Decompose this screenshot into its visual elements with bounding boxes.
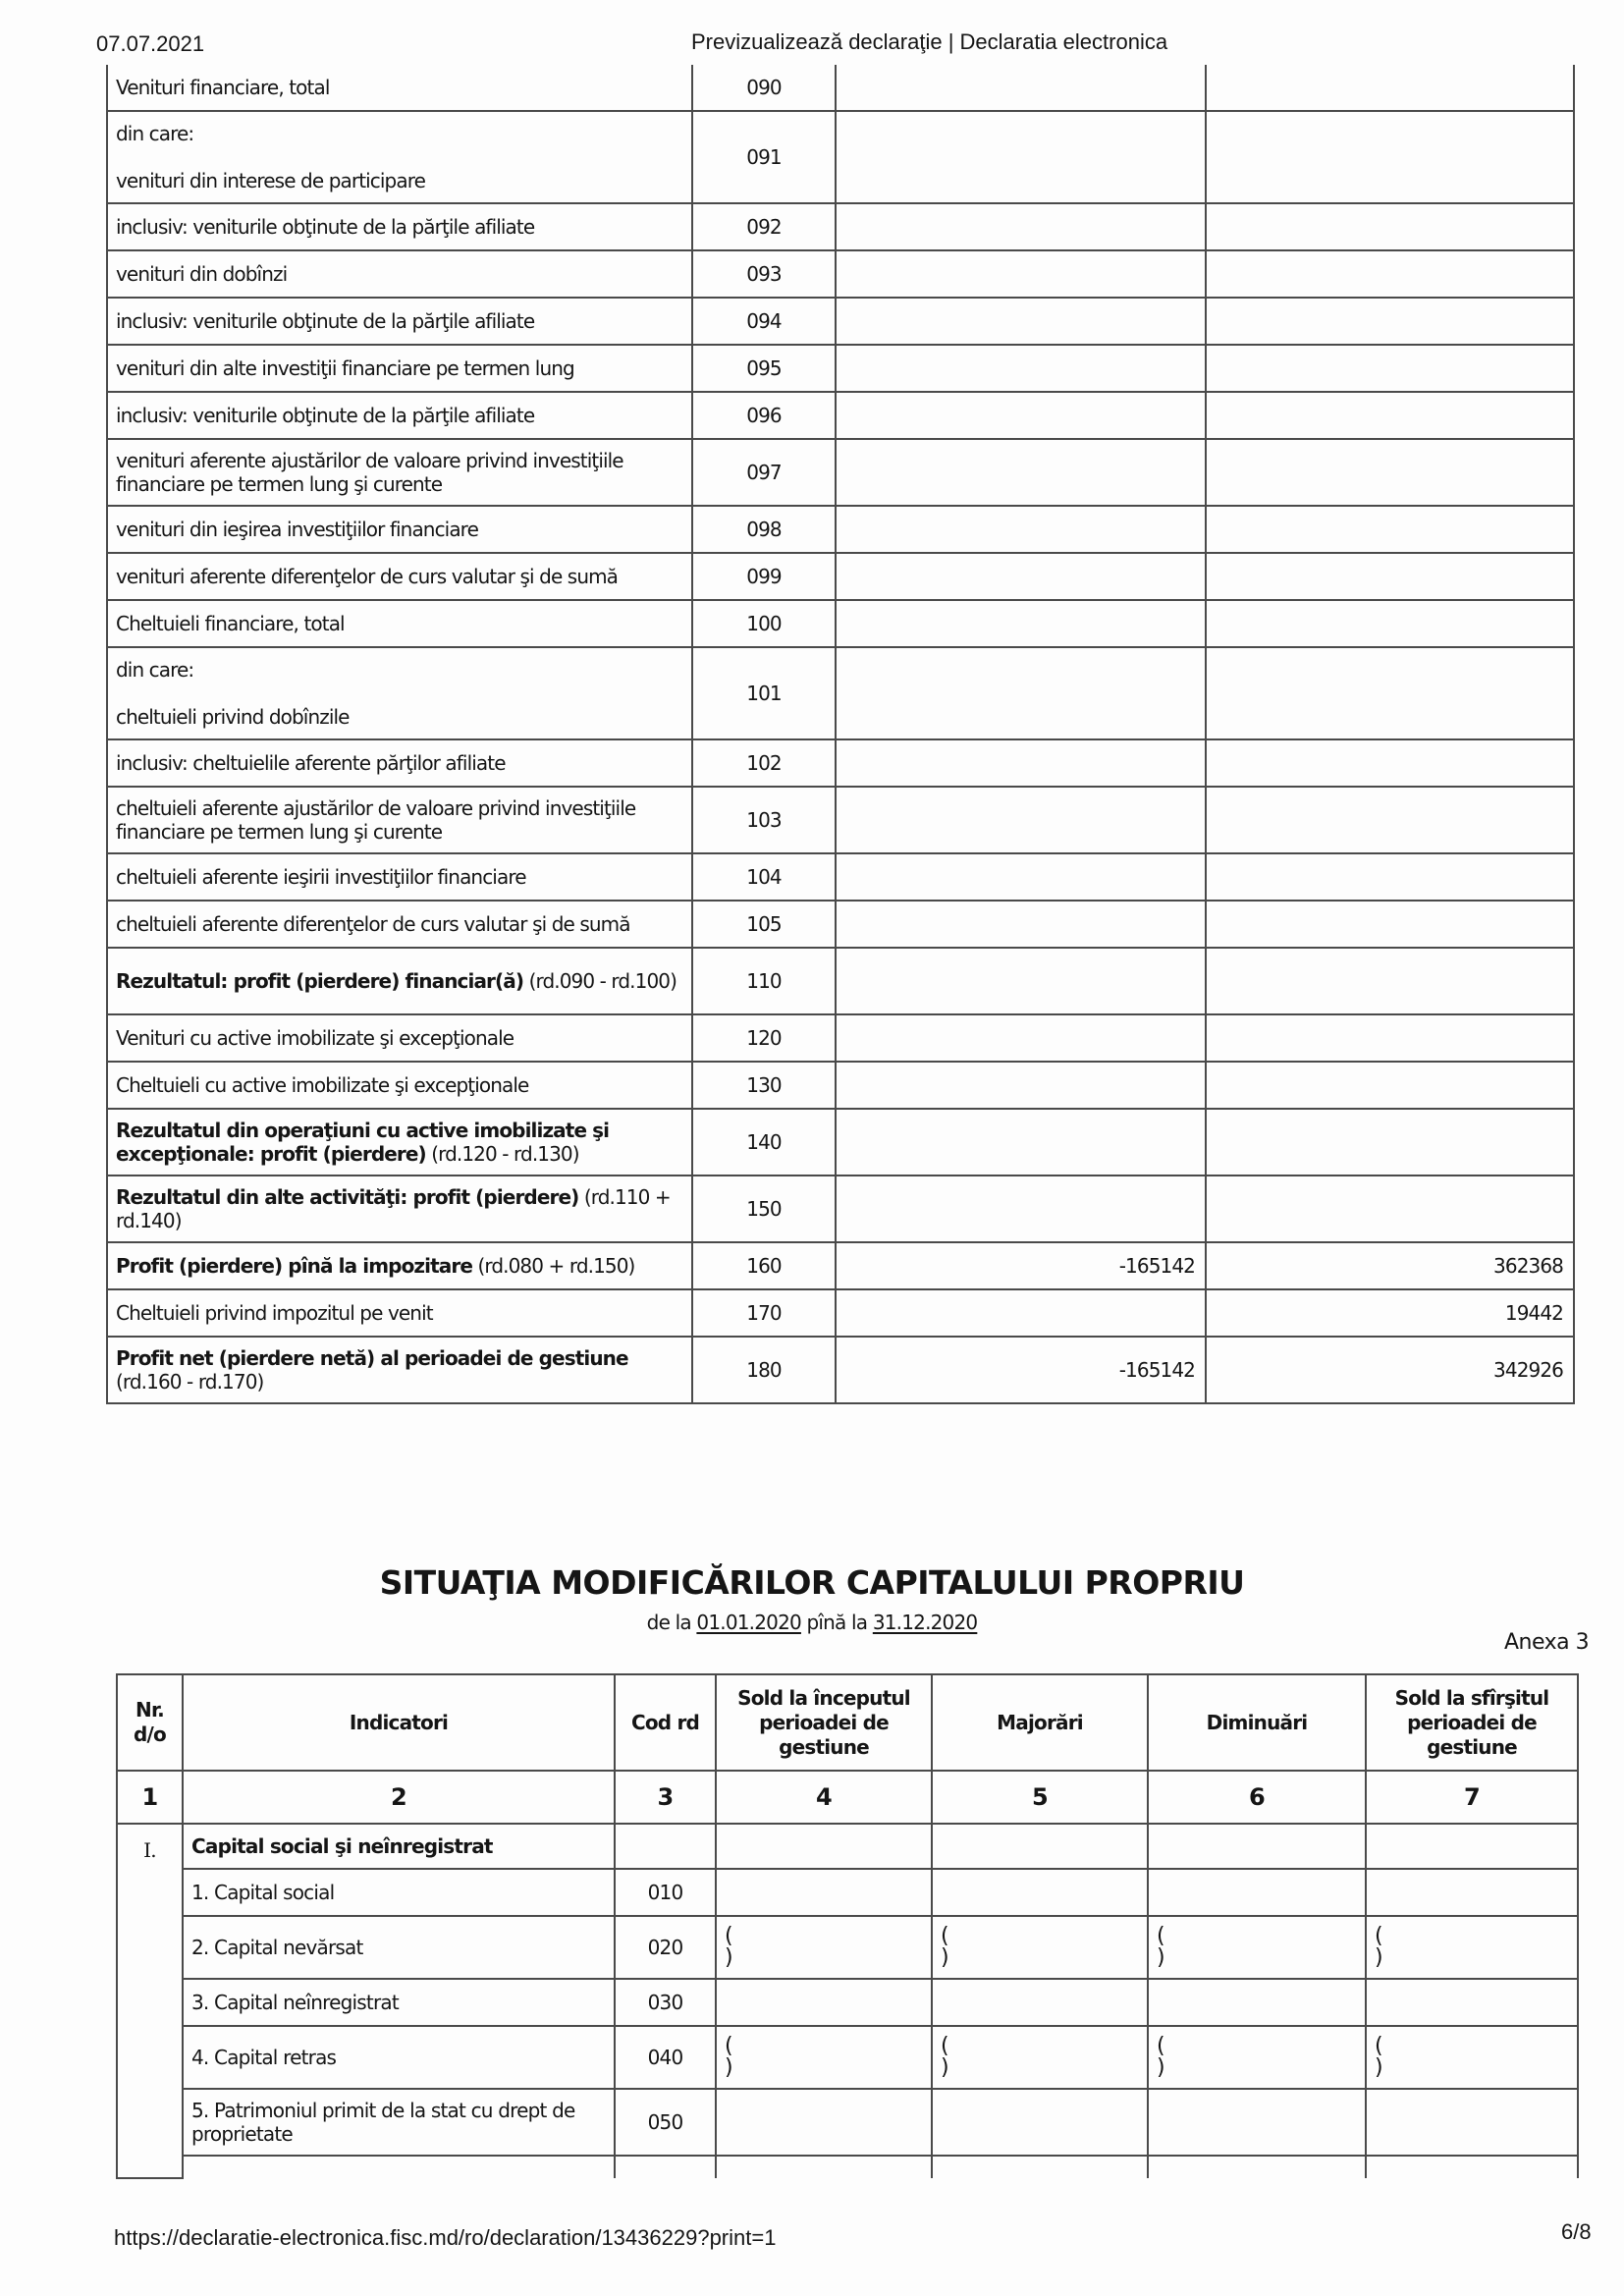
header-row bbox=[117, 1674, 1578, 1771]
value-cell bbox=[1148, 1916, 1366, 1979]
profit-loss-table bbox=[106, 65, 1575, 1404]
row-label-prefix: din care: bbox=[116, 658, 194, 682]
value-col4 bbox=[836, 948, 1206, 1014]
row-label-bold: Rezultatul: profit (pierdere) financiar(ă) bbox=[116, 969, 524, 993]
value-col4 bbox=[836, 600, 1206, 647]
paren-open: ( bbox=[1375, 2034, 1382, 2058]
row-label-text: venituri din ieşirea investiţiilor financiare bbox=[116, 518, 478, 541]
table-row-101 bbox=[107, 647, 1574, 739]
row-code: 130 bbox=[692, 1062, 836, 1109]
row-label-text: cheltuieli privind dobînzile bbox=[116, 705, 350, 729]
table-row-130 bbox=[107, 1062, 1574, 1109]
page-number: 6/8 bbox=[1561, 2219, 1592, 2244]
col-number: 2 bbox=[183, 1771, 615, 1824]
value-cell bbox=[716, 1869, 932, 1916]
row-label-bold: Rezultatul din operaţiuni cu active imobilizate şi excepţionale: profit (pierdere) bbox=[116, 1119, 610, 1166]
empty-cell bbox=[1366, 1824, 1578, 1869]
row-label-text: Cheltuieli privind impozitul pe venit bbox=[116, 1301, 433, 1325]
row-code: 180 bbox=[692, 1337, 836, 1403]
row-code: 030 bbox=[615, 1979, 716, 2026]
annex-label: Anexa 3 bbox=[1504, 1630, 1590, 1655]
value-col4 bbox=[836, 1062, 1206, 1109]
row-label bbox=[107, 1337, 692, 1403]
negative-paren bbox=[725, 1926, 923, 1969]
row-label bbox=[107, 298, 692, 345]
table-row-170 bbox=[107, 1289, 1574, 1337]
row-label-text: (rd.160 - rd.170) bbox=[116, 1370, 264, 1394]
value-col4 bbox=[836, 787, 1206, 853]
negative-paren bbox=[1157, 1926, 1357, 1969]
value-col5 bbox=[1206, 392, 1574, 439]
value-col5 bbox=[1206, 553, 1574, 600]
empty-cell bbox=[1148, 2156, 1366, 2178]
value-cell bbox=[716, 1916, 932, 1979]
row-label bbox=[107, 1109, 692, 1175]
row-label-bold: Profit (pierdere) pînă la impozitare bbox=[116, 1254, 473, 1278]
indicator-label: 1. Capital social bbox=[183, 1869, 615, 1916]
row-code: 160 bbox=[692, 1242, 836, 1289]
paren-close: ) bbox=[1375, 2055, 1382, 2080]
value-col4: -165142 bbox=[836, 1242, 1206, 1289]
table-row-103 bbox=[107, 787, 1574, 853]
col-header-indicatori: Indicatori bbox=[183, 1674, 615, 1771]
value-col4 bbox=[836, 1289, 1206, 1337]
negative-paren bbox=[941, 1926, 1139, 1969]
negative-paren bbox=[1157, 2036, 1357, 2079]
paren-close: ) bbox=[941, 2055, 948, 2080]
indicator-label: 3. Capital neînregistrat bbox=[183, 1979, 615, 2026]
row-label-text: inclusiv: cheltuielile aferente părţilor afiliate bbox=[116, 751, 506, 775]
value-col5 bbox=[1206, 787, 1574, 853]
value-cell bbox=[1366, 2026, 1578, 2089]
empty-cell bbox=[932, 1824, 1148, 1869]
col-number: 7 bbox=[1366, 1771, 1578, 1824]
value-col5 bbox=[1206, 250, 1574, 298]
empty-cell bbox=[183, 2156, 615, 2178]
row-label-text: venituri aferente ajustărilor de valoare privind investiţiile financiare pe termen lung şi curente bbox=[116, 449, 623, 496]
paren-open: ( bbox=[1157, 2034, 1164, 2058]
row-code: 040 bbox=[615, 2026, 716, 2089]
value-col5 bbox=[1206, 853, 1574, 901]
table-row-040 bbox=[117, 2026, 1578, 2089]
col-number: 5 bbox=[932, 1771, 1148, 1824]
value-col5 bbox=[1206, 600, 1574, 647]
table-row-110 bbox=[107, 948, 1574, 1014]
row-code: 103 bbox=[692, 787, 836, 853]
row-label bbox=[107, 739, 692, 787]
row-label bbox=[107, 1014, 692, 1062]
table-row-050 bbox=[117, 2089, 1578, 2156]
value-col4 bbox=[836, 506, 1206, 553]
period-mid: pînă la bbox=[806, 1611, 868, 1634]
col-header-sold-sfirsit: Sold la sfîrşitul perioadei de gestiune bbox=[1366, 1674, 1578, 1771]
empty-cell bbox=[932, 2156, 1148, 2178]
row-label-text: (rd.090 - rd.100) bbox=[523, 969, 677, 993]
row-code: 020 bbox=[615, 1916, 716, 1979]
value-col5 bbox=[1206, 948, 1574, 1014]
table-row-020 bbox=[117, 1916, 1578, 1979]
row-label bbox=[107, 853, 692, 901]
row-code: 120 bbox=[692, 1014, 836, 1062]
paren-close: ) bbox=[1157, 1945, 1164, 1970]
table-row-097 bbox=[107, 439, 1574, 506]
value-col5 bbox=[1206, 439, 1574, 506]
value-col5 bbox=[1206, 506, 1574, 553]
row-label bbox=[107, 553, 692, 600]
empty-cell bbox=[1366, 2156, 1578, 2178]
table-row-160 bbox=[107, 1242, 1574, 1289]
row-label-text: cheltuieli aferente ajustărilor de valoare privind investiţiile financiare pe termen lung şi curente bbox=[116, 796, 636, 844]
value-cell bbox=[1366, 2089, 1578, 2156]
table-row-102 bbox=[107, 739, 1574, 787]
row-label-text: venituri din alte investiţii financiare pe termen lung bbox=[116, 356, 574, 380]
col-number: 4 bbox=[716, 1771, 932, 1824]
value-col4 bbox=[836, 739, 1206, 787]
row-label bbox=[107, 392, 692, 439]
value-col4 bbox=[836, 853, 1206, 901]
value-col5 bbox=[1206, 901, 1574, 948]
row-label-text: inclusiv: veniturile obţinute de la părţile afiliate bbox=[116, 309, 535, 333]
row-code: 101 bbox=[692, 647, 836, 739]
row-label-text: inclusiv: veniturile obţinute de la părţile afiliate bbox=[116, 215, 535, 239]
row-label bbox=[107, 600, 692, 647]
paren-open: ( bbox=[941, 2034, 948, 2058]
section-title: SITUAŢIA MODIFICĂRILOR CAPITALULUI PROPRIU bbox=[379, 1563, 1245, 1602]
value-col5: 362368 bbox=[1206, 1242, 1574, 1289]
value-cell bbox=[1366, 1916, 1578, 1979]
value-col4: -165142 bbox=[836, 1337, 1206, 1403]
period-prefix: de la bbox=[646, 1611, 691, 1634]
table-row-010 bbox=[117, 1869, 1578, 1916]
period-subtitle bbox=[0, 1611, 1624, 1634]
value-col4 bbox=[836, 1109, 1206, 1175]
empty-cell bbox=[1148, 1824, 1366, 1869]
table-row-090 bbox=[107, 65, 1574, 111]
col-number: 1 bbox=[117, 1771, 183, 1824]
value-cell bbox=[1148, 1979, 1366, 2026]
table-row-105 bbox=[107, 901, 1574, 948]
indicator-label: 5. Patrimoniul primit de la stat cu drept de proprietate bbox=[183, 2089, 615, 2156]
row-label-text: cheltuieli aferente diferenţelor de curs valutar şi de sumă bbox=[116, 912, 630, 936]
value-col4 bbox=[836, 1014, 1206, 1062]
row-label-text: venituri din interese de participare bbox=[116, 169, 425, 192]
row-code: 050 bbox=[615, 2089, 716, 2156]
paren-open: ( bbox=[725, 2034, 732, 2058]
row-label bbox=[107, 901, 692, 948]
negative-paren bbox=[725, 2036, 923, 2079]
value-col5 bbox=[1206, 739, 1574, 787]
table-row-092 bbox=[107, 203, 1574, 250]
row-label-text: venituri din dobînzi bbox=[116, 262, 288, 286]
row-label-text: (rd.110 + rd.140) bbox=[116, 1185, 671, 1232]
row-label-text: venituri aferente diferenţelor de curs valutar şi de sumă bbox=[116, 565, 619, 588]
row-code: 096 bbox=[692, 392, 836, 439]
value-col4 bbox=[836, 901, 1206, 948]
row-label bbox=[107, 439, 692, 506]
paren-open: ( bbox=[941, 1924, 948, 1948]
row-label-text: Cheltuieli financiare, total bbox=[116, 612, 345, 635]
value-cell bbox=[716, 2089, 932, 2156]
row-code: 097 bbox=[692, 439, 836, 506]
table-row-098 bbox=[107, 506, 1574, 553]
value-col5 bbox=[1206, 647, 1574, 739]
value-col4 bbox=[836, 250, 1206, 298]
row-label bbox=[107, 787, 692, 853]
table-row-104 bbox=[107, 853, 1574, 901]
row-code: 010 bbox=[615, 1869, 716, 1916]
row-label-text: inclusiv: veniturile obţinute de la părţile afiliate bbox=[116, 404, 535, 427]
row-label-bold: Profit net (pierdere netă) al perioadei de gestiune bbox=[116, 1346, 628, 1370]
value-col5 bbox=[1206, 1175, 1574, 1242]
col-header-nr: Nr. d/o bbox=[117, 1674, 183, 1771]
paren-open: ( bbox=[725, 1924, 732, 1948]
row-label bbox=[107, 1175, 692, 1242]
table-row-030 bbox=[117, 1979, 1578, 2026]
value-col5 bbox=[1206, 1014, 1574, 1062]
value-cell bbox=[932, 2026, 1148, 2089]
value-col4 bbox=[836, 111, 1206, 203]
value-cell bbox=[932, 1916, 1148, 1979]
row-code: 099 bbox=[692, 553, 836, 600]
value-col5 bbox=[1206, 1109, 1574, 1175]
row-label-text: Venituri cu active imobilizate şi excepţionale bbox=[116, 1026, 514, 1050]
row-code: 104 bbox=[692, 853, 836, 901]
table-row-120 bbox=[107, 1014, 1574, 1062]
value-cell bbox=[1148, 1869, 1366, 1916]
row-label bbox=[107, 1062, 692, 1109]
empty-cell bbox=[716, 1824, 932, 1869]
row-label-text: Cheltuieli cu active imobilizate şi excepţionale bbox=[116, 1073, 529, 1097]
value-col4 bbox=[836, 647, 1206, 739]
paren-close: ) bbox=[1375, 1945, 1382, 1970]
group-row bbox=[117, 1824, 1578, 1869]
row-label-text: (rd.120 - rd.130) bbox=[425, 1142, 579, 1166]
table-row-091 bbox=[107, 111, 1574, 203]
print-date: 07.07.2021 bbox=[96, 31, 205, 56]
paren-open: ( bbox=[1157, 1924, 1164, 1948]
value-col4 bbox=[836, 203, 1206, 250]
row-code: 091 bbox=[692, 111, 836, 203]
value-col4 bbox=[836, 439, 1206, 506]
row-label bbox=[107, 647, 692, 739]
row-label bbox=[107, 345, 692, 392]
col-header-majorari: Majorări bbox=[932, 1674, 1148, 1771]
value-col4 bbox=[836, 65, 1206, 111]
paren-close: ) bbox=[725, 1945, 732, 1970]
empty-cell bbox=[615, 2156, 716, 2178]
value-col5 bbox=[1206, 65, 1574, 111]
period-end: 31.12.2020 bbox=[872, 1611, 978, 1634]
value-cell bbox=[1366, 1979, 1578, 2026]
row-label bbox=[107, 1242, 692, 1289]
value-cell bbox=[1366, 1869, 1578, 1916]
table-row-180 bbox=[107, 1337, 1574, 1403]
row-label bbox=[107, 111, 692, 203]
equity-changes-table bbox=[116, 1673, 1579, 2179]
row-code: 094 bbox=[692, 298, 836, 345]
row-label-bold: Rezultatul din alte activităţi: profit (pierdere) bbox=[116, 1185, 579, 1209]
table-row-096 bbox=[107, 392, 1574, 439]
value-col5: 19442 bbox=[1206, 1289, 1574, 1337]
page-title: Previzualizează declaraţie | Declaratia electronica bbox=[691, 29, 1168, 54]
value-cell bbox=[1148, 2089, 1366, 2156]
row-label-prefix: din care: bbox=[116, 122, 194, 145]
col-header-sold-inceput: Sold la începutul perioadei de gestiune bbox=[716, 1674, 932, 1771]
row-code: 095 bbox=[692, 345, 836, 392]
value-col5 bbox=[1206, 1062, 1574, 1109]
row-label bbox=[107, 203, 692, 250]
col-header-diminuari: Diminuări bbox=[1148, 1674, 1366, 1771]
row-code: 140 bbox=[692, 1109, 836, 1175]
row-label bbox=[107, 1289, 692, 1337]
table-row-093 bbox=[107, 250, 1574, 298]
indicator-label: 2. Capital nevărsat bbox=[183, 1916, 615, 1979]
col-number: 3 bbox=[615, 1771, 716, 1824]
row-code: 098 bbox=[692, 506, 836, 553]
value-col4 bbox=[836, 553, 1206, 600]
value-cell bbox=[932, 1869, 1148, 1916]
group-label: Capital social şi neînregistrat bbox=[183, 1824, 615, 1869]
row-label bbox=[107, 65, 692, 111]
table-row-150 bbox=[107, 1175, 1574, 1242]
row-code: 090 bbox=[692, 65, 836, 111]
row-code: 105 bbox=[692, 901, 836, 948]
row-label bbox=[107, 506, 692, 553]
row-label-text: cheltuieli aferente ieşirii investiţiilor financiare bbox=[116, 865, 526, 889]
value-col5 bbox=[1206, 203, 1574, 250]
value-cell bbox=[932, 2089, 1148, 2156]
table-row-095 bbox=[107, 345, 1574, 392]
value-col5: 342926 bbox=[1206, 1337, 1574, 1403]
continued-row bbox=[117, 2156, 1578, 2178]
negative-paren bbox=[1375, 2036, 1569, 2079]
row-code: 150 bbox=[692, 1175, 836, 1242]
row-label bbox=[107, 250, 692, 298]
empty-cell bbox=[615, 1824, 716, 1869]
value-cell bbox=[716, 2026, 932, 2089]
value-cell bbox=[1148, 2026, 1366, 2089]
negative-paren bbox=[1375, 1926, 1569, 1969]
column-number-row bbox=[117, 1771, 1578, 1824]
value-col5 bbox=[1206, 298, 1574, 345]
value-col5 bbox=[1206, 345, 1574, 392]
table-row-100 bbox=[107, 600, 1574, 647]
table-row-140 bbox=[107, 1109, 1574, 1175]
col-header-cod: Cod rd bbox=[615, 1674, 716, 1771]
table-row-099 bbox=[107, 553, 1574, 600]
row-code: 110 bbox=[692, 948, 836, 1014]
footer-url: https://declaratie-electronica.fisc.md/ro/declaration/13436229?print=1 bbox=[114, 2225, 777, 2250]
value-cell bbox=[716, 1979, 932, 2026]
indicator-label: 4. Capital retras bbox=[183, 2026, 615, 2089]
row-code: 102 bbox=[692, 739, 836, 787]
paren-close: ) bbox=[725, 2055, 732, 2080]
period-start: 01.01.2020 bbox=[696, 1611, 801, 1634]
paren-close: ) bbox=[1157, 2055, 1164, 2080]
row-label-text: Venituri financiare, total bbox=[116, 76, 330, 99]
empty-cell bbox=[716, 2156, 932, 2178]
value-col5 bbox=[1206, 111, 1574, 203]
paren-open: ( bbox=[1375, 1924, 1382, 1948]
row-code: 100 bbox=[692, 600, 836, 647]
table-row-094 bbox=[107, 298, 1574, 345]
row-code: 093 bbox=[692, 250, 836, 298]
value-cell bbox=[932, 1979, 1148, 2026]
row-label-text: (rd.080 + rd.150) bbox=[472, 1254, 635, 1278]
value-col4 bbox=[836, 1175, 1206, 1242]
row-code: 092 bbox=[692, 203, 836, 250]
value-col4 bbox=[836, 298, 1206, 345]
value-col4 bbox=[836, 392, 1206, 439]
row-code: 170 bbox=[692, 1289, 836, 1337]
col-number: 6 bbox=[1148, 1771, 1366, 1824]
group-number: I. bbox=[117, 1824, 183, 2178]
row-label bbox=[107, 948, 692, 1014]
negative-paren bbox=[941, 2036, 1139, 2079]
value-col4 bbox=[836, 345, 1206, 392]
paren-close: ) bbox=[941, 1945, 948, 1970]
